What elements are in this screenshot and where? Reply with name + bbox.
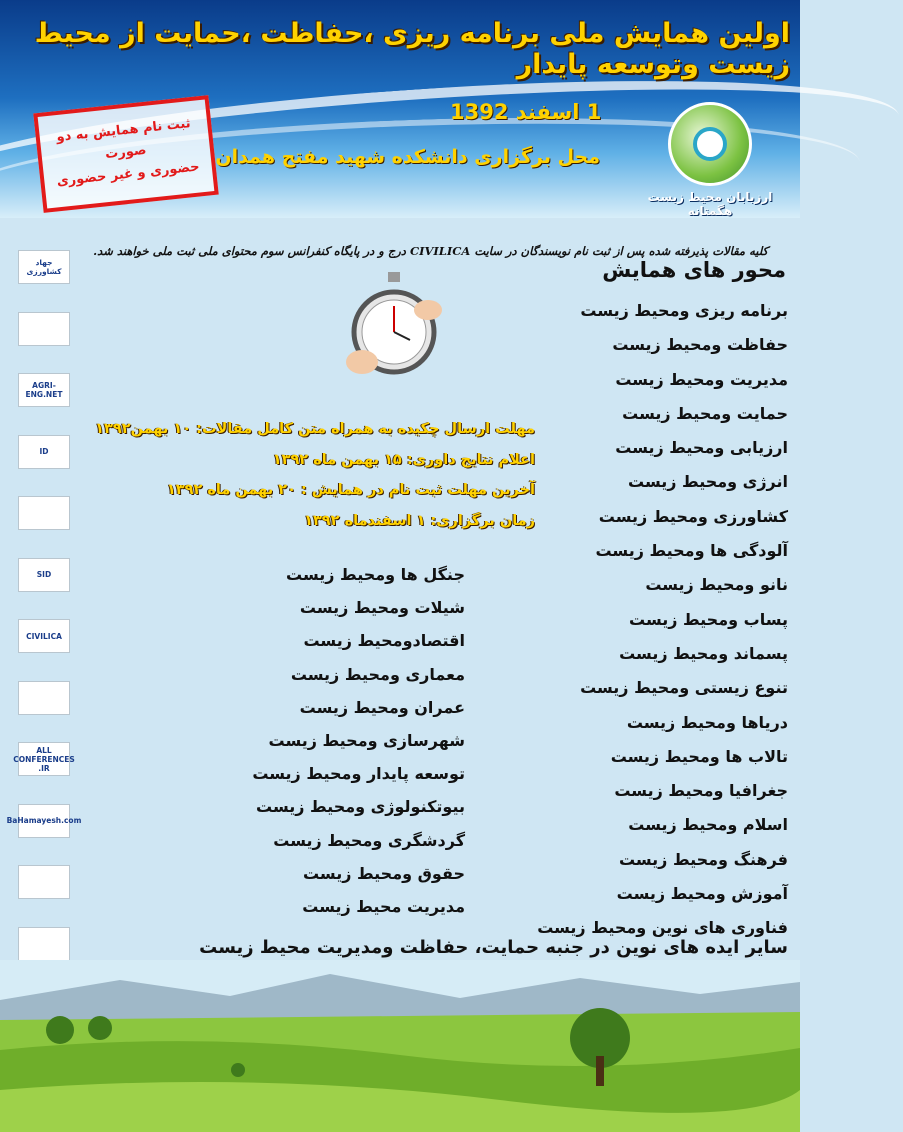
header-banner: [0, 0, 800, 218]
sponsor-logo-environment-org[interactable]: [18, 312, 70, 346]
stopwatch-icon: [344, 270, 444, 380]
axis-item: اسلام ومحیط زیست: [628, 815, 788, 835]
axis-item: فناوری های نوین ومحیط زیست: [537, 918, 788, 938]
sponsor-logo-agri-eng[interactable]: AGRI-ENG.NET: [18, 373, 70, 407]
sponsor-logo-bahamayesh[interactable]: BaHamayesh.com: [18, 804, 70, 838]
sponsor-logo-allconferences[interactable]: ALL CONFERENCES .IR: [18, 742, 70, 776]
axis-item: اقتصادومحیط زیست: [303, 631, 465, 651]
sponsor-logo-blue-banner[interactable]: [18, 865, 70, 899]
axis-item: کشاورزی ومحیط زیست: [598, 506, 788, 526]
registration-stamp: [33, 95, 218, 213]
axis-item: فرهنگ ومحیط زیست: [618, 849, 788, 869]
axes-heading: محور های همایش: [602, 258, 786, 282]
axis-item: نانو ومحیط زیست: [645, 575, 788, 595]
axis-item: عمران ومحیط زیست: [299, 697, 465, 717]
civilica-notice: کلیه مقالات پذیرفته شده پس از ثبت نام نویسندگان در سایت CIVILICA درج و در پایگاه کنفرانس سوم محتوای ملی ثبت ملی خواهند شد.: [93, 244, 768, 258]
axis-item: حفاظت ومحیط زیست: [612, 335, 788, 355]
axis-item: شیلات ومحیط زیست: [299, 598, 465, 618]
axis-item: آموزش ومحیط زیست: [616, 884, 788, 904]
axes-list-right: [537, 300, 788, 952]
sponsor-logos: [6, 250, 82, 1050]
sponsor-logo-sid[interactable]: SID: [18, 558, 70, 592]
organizer-name: ارزیابان محیط زیست هگمتانه: [647, 190, 773, 218]
axis-item: پسماند ومحیط زیست: [619, 643, 788, 663]
sponsor-logo-globe[interactable]: [18, 681, 70, 715]
sponsor-logo-jahad[interactable]: جهاد کشاورزی: [18, 250, 70, 284]
axis-item: آلودگی ها ومحیط زیست: [595, 541, 788, 561]
axis-item: تنوع زیستی ومحیط زیست: [580, 678, 788, 698]
sponsor-logo-id[interactable]: ID: [18, 435, 70, 469]
axis-item: مدیریت محیط زیست: [302, 896, 465, 916]
axis-item: تالاب ها ومحیط زیست: [610, 746, 788, 766]
axis-item: پساب ومحیط زیست: [629, 609, 788, 629]
axis-item: جغرافیا ومحیط زیست: [614, 781, 788, 801]
axis-item: انرژی ومحیط زیست: [628, 472, 788, 492]
axis-item: حمایت ومحیط زیست: [622, 403, 788, 423]
axis-item: توسعه پایدار ومحیط زیست: [252, 764, 465, 784]
conference-title: اولین همایش ملی برنامه ریزی ،حفاظت ،حمایت از محیط زیست وتوسعه پایدار: [34, 18, 790, 80]
deadline-item: مهلت ارسال چکیده به همراه متن کامل مقالات: ۱۰ بهمن۱۳۹۲: [95, 421, 535, 437]
deadlines-list: [95, 421, 535, 543]
sponsor-logo-green-banner[interactable]: [18, 927, 70, 961]
axis-item: جنگل ها ومحیط زیست: [286, 565, 465, 584]
deadline-item: اعلام نتایج داوری: ۱۵ بهمن ماه ۱۳۹۲: [272, 451, 535, 468]
axis-item: حقوق ومحیط زیست: [302, 863, 465, 883]
axes-list-left: [252, 564, 465, 929]
axis-item: گردشگری ومحیط زیست: [273, 830, 465, 850]
axis-item: ارزیابی ومحیط زیست: [615, 438, 788, 458]
axis-item: برنامه ریزی ومحیط زیست: [580, 301, 788, 320]
conference-venue: محل برگزاری دانشکده شهید مفتح همدان: [215, 146, 600, 168]
other-ideas-line: سایر ایده های نوین در جنبه حمایت، حفاظت ومدیریت محیط زیست: [199, 937, 788, 958]
sponsor-logo-civilica[interactable]: CIVILICA: [18, 619, 70, 653]
stamp-line: حضوری و غیر حضوری: [56, 159, 201, 190]
conference-date: 1 اسفند 1392: [450, 100, 602, 124]
sponsor-logo-publisher[interactable]: [18, 496, 70, 530]
stamp-line: ثبت نام همایش به دو صورت: [55, 116, 192, 163]
deadline-item: زمان برگزاری: ۱ اسفندماه ۱۳۹۲: [304, 512, 535, 529]
axis-item: بیوتکنولوژی ومحیط زیست: [256, 797, 465, 817]
axis-item: دریاها ومحیط زیست: [626, 712, 788, 732]
axis-item: معماری ومحیط زیست: [290, 664, 465, 684]
axis-item: مدیریت ومحیط زیست: [615, 369, 788, 389]
deadline-item: آخرین مهلت ثبت نام در همایش : ۲۰ بهمن ماه ۱۳۹۲: [166, 482, 535, 498]
landscape-illustration: [0, 960, 800, 1132]
axis-item: شهرسازی ومحیط زیست: [268, 730, 465, 750]
organizer-logo-icon: [668, 102, 752, 186]
